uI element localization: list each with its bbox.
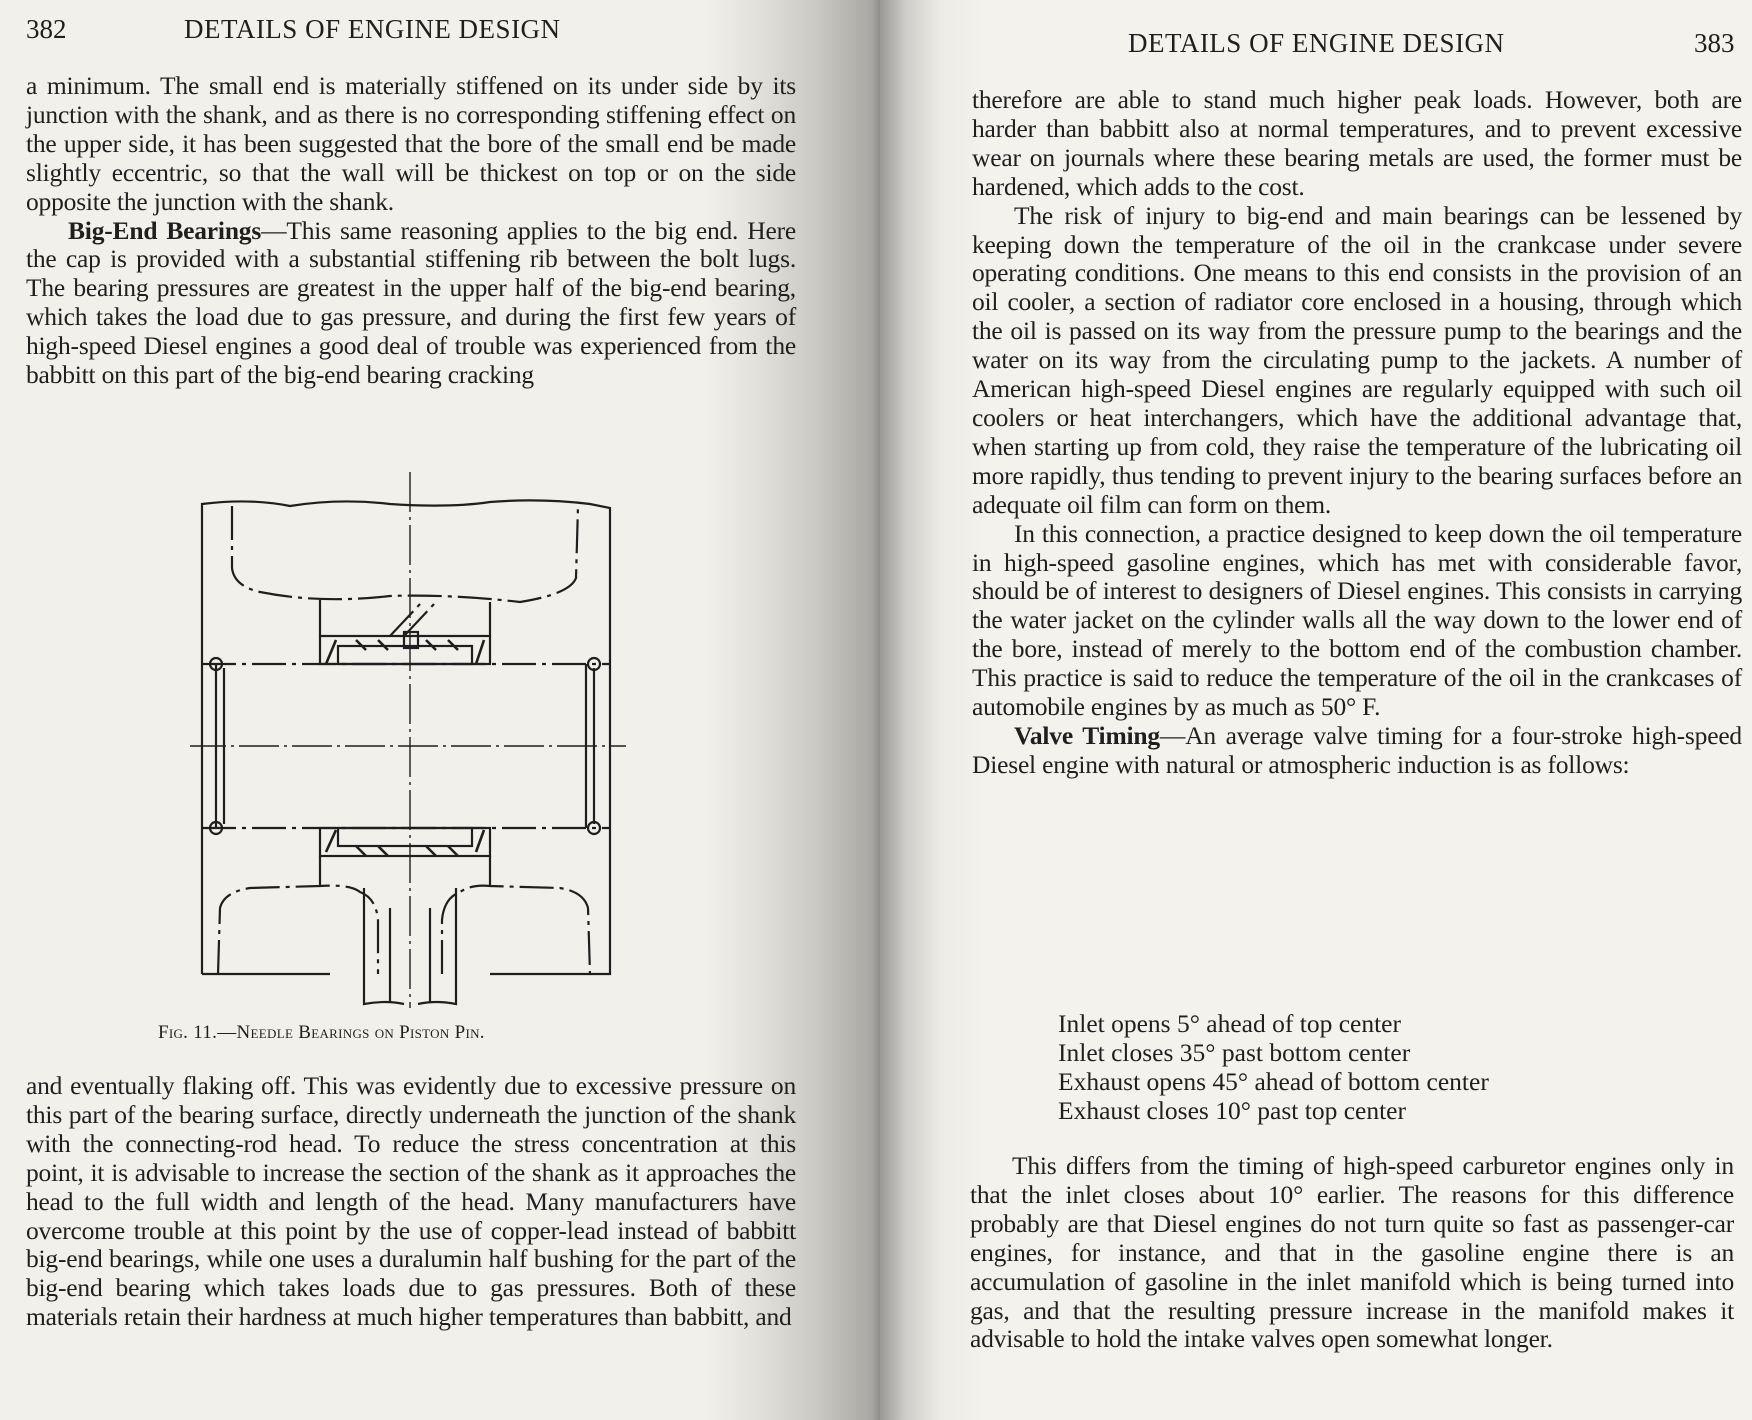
- lower-bearing-hatching: [326, 830, 484, 856]
- right-text-top: [972, 86, 1742, 780]
- figure-needle-bearings: [190, 468, 630, 1008]
- lower-inner-boss-right: [442, 886, 590, 974]
- left-paragraph-2: [26, 217, 796, 390]
- lower-needle-race: [338, 828, 472, 846]
- valve-timing-item: Exhaust closes 10° past top center: [1058, 1095, 1406, 1125]
- upper-rod-collar: [320, 600, 490, 636]
- page-number-left: 382: [26, 14, 67, 44]
- right-page: [880, 0, 1752, 1420]
- valve-timing-item: Exhaust opens 45° ahead of bottom center: [1058, 1066, 1489, 1096]
- right-paragraph-3: In this connection, a practice designed to keep down the oil temperature in high-speed gasoline engines, which has met with considerable favor, should be of interest to designers of Diesel engines. This consists in carrying the water jacket on the cylinder walls all the way down to the lower end of the bore, instead of merely to the bottom end of the combustion chamber. This practice is said to reduce the temperature of the oil in the crankcases of automobile engines by as much as 50° F.: [972, 518, 1742, 722]
- left-paragraph-2-body: —This same reasoning applies to the big end. Here the cap is provided with a substantial stiffening rib between the bolt lugs. The bearing pressures are greatest in the upper half of the big-end bearing, which takes the load due to gas pressure, and during the first few years of high-speed Diesel engines a good deal of trouble was experienced from the babbitt on this part of the big-end bearing cracking: [26, 215, 797, 390]
- left-text-top: [26, 72, 796, 390]
- running-head-right: DETAILS OF ENGINE DESIGN: [1128, 28, 1505, 58]
- section-heading-big-end-bearings: Big-End Bearings: [68, 215, 262, 245]
- left-text-bottom: [26, 1072, 796, 1332]
- lower-rod-collar: [320, 856, 490, 886]
- lower-bearing-housing: [320, 828, 490, 856]
- right-paragraph-2: The risk of injury to big-end and main bearings can be lessened by keeping down the temperature of the oil in the crankcase under severe operating conditions. One means to this end consists in the provision of an oil cooler, a section of radiator core enclosed in a housing, through which the oil is passed on its way from the pressure pump to the bearings and the water on its way from the circulating pump to the jackets. A number of American high-speed Diesel engines are regularly equipped with such oil coolers or heat interchangers, which have the additional advantage that, when starting up from cold, they raise the temperature of the lubricating oil more rapidly, thus tending to prevent injury to the bearing surfaces before an adequate oil film can form on them.: [972, 200, 1742, 519]
- left-paragraph-3: and eventually flaking off. This was evidently due to excessive pressure on this part of the bearing surface, directly underneath the junction of the shank with the connecting-rod head. To reduce the stress concentration at this point, it is advisable to increase the section of the shank as it approaches the head to the full width and length of the head. Many manufacturers have overcome trouble at this point by the use of copper-lead instead of babbitt big-end bearings, while one uses a duralumin half bushing for the part of the big-end bearing which takes loads due to gas pressures. Both of these materials retain their hardness at much higher temperatures than babbitt, and: [26, 1071, 796, 1332]
- valve-timing-item: Inlet closes 35° past bottom center: [1058, 1037, 1411, 1067]
- valve-timing-list: [1058, 1010, 1489, 1126]
- needle-bearing-drawing: [190, 468, 630, 1008]
- right-paragraph-4: [972, 722, 1742, 780]
- right-paragraph-5: This differs from the timing of high-speed carburetor engines only in that the inlet closes about 10° earlier. The reasons for this difference probably are that Diesel engines do not turn quite so fast as passenger-car engines, for instance, and that in the gasoline engine there is an accumulation of gasoline in the inlet manifold which is being turned into gas, and that the resulting pressure increase in the manifold makes it advisable to hold the intake valves open somewhat longer.: [970, 1151, 1734, 1354]
- figure-caption: Fig. 11.—Needle Bearings on Piston Pin.: [158, 1022, 485, 1043]
- left-paragraph-1: a minimum. The small end is materially stiffened on its under side by its junction with the shank, and as there is no corresponding stiffening effect on the upper side, it has been suggested that the bore of the small end be made slightly eccentric, so that the wall will be thickest on top or on the side opposite the junction with the shank.: [26, 71, 796, 216]
- valve-timing-item: Inlet opens 5° ahead of top center: [1058, 1009, 1401, 1038]
- section-heading-valve-timing: Valve Timing: [1014, 720, 1160, 750]
- running-head-left: DETAILS OF ENGINE DESIGN: [184, 14, 561, 44]
- right-paragraph-1: therefore are able to stand much higher peak loads. However, both are harder than babbitt also at normal temperatures, and to prevent excessive wear on journals where these bearing metals are used, the former must be hardened, which adds to the cost.: [972, 85, 1742, 201]
- page-number-right: 383: [1694, 28, 1735, 58]
- lower-inner-boss-left: [218, 886, 378, 974]
- right-paragraph-4-body: —An average valve timing for a four-stroke high-speed Diesel engine with natural or atmospheric induction is as follows:: [972, 720, 1742, 779]
- upper-inner-boss: [232, 506, 578, 602]
- outer-boss-outline: [202, 500, 610, 974]
- right-text-bottom: [970, 1152, 1734, 1354]
